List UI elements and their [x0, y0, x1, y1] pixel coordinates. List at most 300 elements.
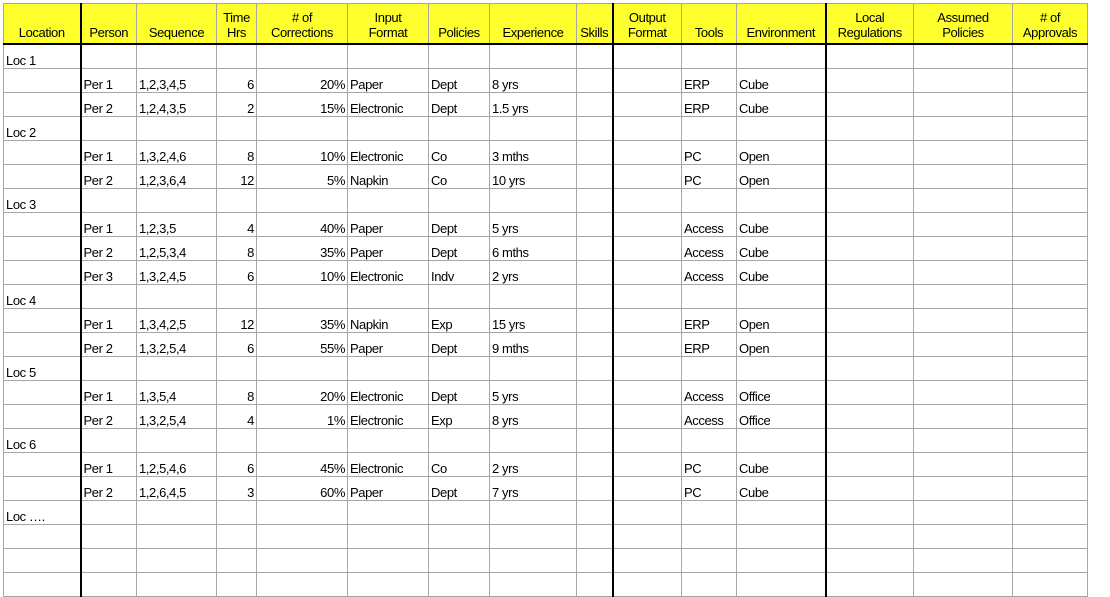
cell-policies[interactable] — [429, 117, 490, 141]
header-assumed-policies[interactable]: Assumed Policies — [914, 4, 1013, 45]
cell-sequence[interactable] — [137, 44, 217, 69]
header-local-regulations[interactable]: Local Regulations — [826, 4, 914, 45]
cell-time[interactable] — [217, 117, 257, 141]
cell-environment[interactable]: Cube — [737, 261, 826, 285]
cell-location[interactable] — [4, 477, 81, 501]
cell-environment[interactable] — [737, 429, 826, 453]
cell-input-format[interactable] — [348, 357, 429, 381]
cell-person[interactable]: Per 2 — [81, 237, 137, 261]
cell-approvals[interactable] — [1013, 429, 1088, 453]
cell-person[interactable] — [81, 429, 137, 453]
cell-skills[interactable] — [577, 477, 613, 501]
cell-local-regulations[interactable] — [826, 117, 914, 141]
cell-output-format[interactable] — [613, 93, 682, 117]
cell-time[interactable]: 8 — [217, 237, 257, 261]
cell-tools[interactable] — [682, 357, 737, 381]
cell-assumed-policies[interactable] — [914, 525, 1013, 549]
cell-environment[interactable]: Cube — [737, 477, 826, 501]
cell-output-format[interactable] — [613, 261, 682, 285]
cell-experience[interactable] — [490, 525, 577, 549]
cell-person[interactable] — [81, 501, 137, 525]
cell-local-regulations[interactable] — [826, 429, 914, 453]
cell-skills[interactable] — [577, 309, 613, 333]
cell-corrections[interactable] — [257, 525, 348, 549]
cell-approvals[interactable] — [1013, 117, 1088, 141]
cell-experience[interactable]: 8 yrs — [490, 405, 577, 429]
cell-assumed-policies[interactable] — [914, 309, 1013, 333]
cell-skills[interactable] — [577, 453, 613, 477]
cell-assumed-policies[interactable] — [914, 549, 1013, 573]
cell-experience[interactable] — [490, 189, 577, 213]
cell-tools[interactable]: PC — [682, 477, 737, 501]
cell-assumed-policies[interactable] — [914, 189, 1013, 213]
cell-output-format[interactable] — [613, 453, 682, 477]
cell-person[interactable]: Per 2 — [81, 333, 137, 357]
cell-location[interactable] — [4, 525, 81, 549]
cell-assumed-policies[interactable] — [914, 381, 1013, 405]
cell-sequence[interactable]: 1,3,2,5,4 — [137, 333, 217, 357]
cell-local-regulations[interactable] — [826, 501, 914, 525]
cell-location[interactable] — [4, 237, 81, 261]
cell-policies[interactable]: Dept — [429, 333, 490, 357]
cell-location[interactable]: Loc 5 — [4, 357, 81, 381]
cell-tools[interactable]: PC — [682, 165, 737, 189]
cell-output-format[interactable] — [613, 117, 682, 141]
cell-time[interactable]: 6 — [217, 261, 257, 285]
header-policies[interactable]: Policies — [429, 4, 490, 45]
cell-local-regulations[interactable] — [826, 573, 914, 597]
cell-corrections[interactable] — [257, 285, 348, 309]
cell-skills[interactable] — [577, 237, 613, 261]
cell-time[interactable]: 6 — [217, 69, 257, 93]
cell-skills[interactable] — [577, 429, 613, 453]
cell-assumed-policies[interactable] — [914, 261, 1013, 285]
cell-assumed-policies[interactable] — [914, 285, 1013, 309]
cell-sequence[interactable] — [137, 117, 217, 141]
cell-approvals[interactable] — [1013, 213, 1088, 237]
cell-output-format[interactable] — [613, 405, 682, 429]
cell-person[interactable] — [81, 573, 137, 597]
cell-input-format[interactable]: Napkin — [348, 309, 429, 333]
cell-approvals[interactable] — [1013, 93, 1088, 117]
cell-corrections[interactable]: 35% — [257, 237, 348, 261]
cell-person[interactable]: Per 1 — [81, 141, 137, 165]
cell-assumed-policies[interactable] — [914, 165, 1013, 189]
cell-environment[interactable]: Cube — [737, 237, 826, 261]
cell-local-regulations[interactable] — [826, 44, 914, 69]
cell-environment[interactable]: Cube — [737, 453, 826, 477]
cell-input-format[interactable]: Paper — [348, 213, 429, 237]
cell-person[interactable] — [81, 357, 137, 381]
cell-person[interactable] — [81, 525, 137, 549]
cell-tools[interactable]: Access — [682, 405, 737, 429]
cell-tools[interactable] — [682, 525, 737, 549]
cell-environment[interactable]: Cube — [737, 93, 826, 117]
cell-output-format[interactable] — [613, 44, 682, 69]
cell-tools[interactable]: ERP — [682, 69, 737, 93]
cell-location[interactable] — [4, 573, 81, 597]
cell-sequence[interactable]: 1,2,3,6,4 — [137, 165, 217, 189]
cell-tools[interactable] — [682, 573, 737, 597]
cell-output-format[interactable] — [613, 213, 682, 237]
cell-policies[interactable] — [429, 357, 490, 381]
cell-location[interactable]: Loc 4 — [4, 285, 81, 309]
cell-location[interactable]: Loc …. — [4, 501, 81, 525]
cell-sequence[interactable]: 1,2,3,4,5 — [137, 69, 217, 93]
cell-corrections[interactable]: 45% — [257, 453, 348, 477]
cell-assumed-policies[interactable] — [914, 69, 1013, 93]
header-environment[interactable]: Environment — [737, 4, 826, 45]
cell-assumed-policies[interactable] — [914, 333, 1013, 357]
cell-input-format[interactable]: Electronic — [348, 405, 429, 429]
cell-skills[interactable] — [577, 501, 613, 525]
cell-approvals[interactable] — [1013, 477, 1088, 501]
cell-output-format[interactable] — [613, 357, 682, 381]
cell-experience[interactable]: 9 mths — [490, 333, 577, 357]
cell-experience[interactable] — [490, 44, 577, 69]
cell-sequence[interactable]: 1,2,5,4,6 — [137, 453, 217, 477]
cell-output-format[interactable] — [613, 285, 682, 309]
cell-time[interactable]: 12 — [217, 165, 257, 189]
cell-policies[interactable] — [429, 501, 490, 525]
cell-policies[interactable]: Dept — [429, 93, 490, 117]
cell-person[interactable] — [81, 549, 137, 573]
cell-person[interactable]: Per 1 — [81, 69, 137, 93]
cell-local-regulations[interactable] — [826, 165, 914, 189]
cell-tools[interactable] — [682, 117, 737, 141]
cell-output-format[interactable] — [613, 477, 682, 501]
cell-person[interactable]: Per 1 — [81, 213, 137, 237]
cell-person[interactable] — [81, 44, 137, 69]
cell-sequence[interactable] — [137, 573, 217, 597]
cell-input-format[interactable] — [348, 189, 429, 213]
cell-input-format[interactable] — [348, 285, 429, 309]
cell-corrections[interactable] — [257, 189, 348, 213]
cell-local-regulations[interactable] — [826, 549, 914, 573]
cell-skills[interactable] — [577, 549, 613, 573]
cell-experience[interactable]: 6 mths — [490, 237, 577, 261]
cell-sequence[interactable] — [137, 189, 217, 213]
cell-time[interactable]: 4 — [217, 213, 257, 237]
cell-input-format[interactable]: Electronic — [348, 453, 429, 477]
header-approvals[interactable]: # of Approvals — [1013, 4, 1088, 45]
cell-sequence[interactable] — [137, 525, 217, 549]
cell-skills[interactable] — [577, 165, 613, 189]
cell-approvals[interactable] — [1013, 549, 1088, 573]
cell-input-format[interactable]: Electronic — [348, 261, 429, 285]
cell-location[interactable] — [4, 381, 81, 405]
cell-tools[interactable] — [682, 549, 737, 573]
header-sequence[interactable]: Sequence — [137, 4, 217, 45]
cell-corrections[interactable] — [257, 44, 348, 69]
cell-policies[interactable]: Co — [429, 165, 490, 189]
cell-output-format[interactable] — [613, 549, 682, 573]
cell-experience[interactable]: 3 mths — [490, 141, 577, 165]
cell-time[interactable]: 8 — [217, 141, 257, 165]
cell-approvals[interactable] — [1013, 237, 1088, 261]
cell-skills[interactable] — [577, 405, 613, 429]
cell-corrections[interactable]: 10% — [257, 141, 348, 165]
cell-skills[interactable] — [577, 69, 613, 93]
cell-input-format[interactable] — [348, 501, 429, 525]
cell-person[interactable]: Per 3 — [81, 261, 137, 285]
cell-output-format[interactable] — [613, 501, 682, 525]
cell-policies[interactable] — [429, 429, 490, 453]
cell-output-format[interactable] — [613, 189, 682, 213]
cell-experience[interactable]: 7 yrs — [490, 477, 577, 501]
cell-experience[interactable]: 5 yrs — [490, 381, 577, 405]
cell-time[interactable] — [217, 285, 257, 309]
cell-time[interactable] — [217, 44, 257, 69]
cell-local-regulations[interactable] — [826, 405, 914, 429]
cell-input-format[interactable]: Napkin — [348, 165, 429, 189]
cell-sequence[interactable]: 1,2,5,3,4 — [137, 237, 217, 261]
cell-input-format[interactable]: Electronic — [348, 381, 429, 405]
cell-policies[interactable]: Co — [429, 141, 490, 165]
cell-location[interactable] — [4, 309, 81, 333]
cell-experience[interactable]: 10 yrs — [490, 165, 577, 189]
cell-tools[interactable]: Access — [682, 261, 737, 285]
cell-tools[interactable]: PC — [682, 453, 737, 477]
cell-location[interactable] — [4, 333, 81, 357]
cell-local-regulations[interactable] — [826, 69, 914, 93]
cell-policies[interactable] — [429, 525, 490, 549]
cell-experience[interactable]: 15 yrs — [490, 309, 577, 333]
cell-environment[interactable] — [737, 549, 826, 573]
cell-environment[interactable] — [737, 285, 826, 309]
cell-sequence[interactable]: 1,3,5,4 — [137, 381, 217, 405]
cell-sequence[interactable]: 1,2,4,3,5 — [137, 93, 217, 117]
cell-experience[interactable] — [490, 573, 577, 597]
cell-time[interactable]: 2 — [217, 93, 257, 117]
cell-assumed-policies[interactable] — [914, 453, 1013, 477]
cell-location[interactable]: Loc 3 — [4, 189, 81, 213]
cell-time[interactable] — [217, 525, 257, 549]
cell-experience[interactable]: 2 yrs — [490, 453, 577, 477]
cell-time[interactable]: 3 — [217, 477, 257, 501]
cell-location[interactable]: Loc 1 — [4, 44, 81, 69]
cell-environment[interactable] — [737, 573, 826, 597]
cell-environment[interactable]: Open — [737, 141, 826, 165]
cell-policies[interactable]: Exp — [429, 405, 490, 429]
cell-output-format[interactable] — [613, 141, 682, 165]
cell-local-regulations[interactable] — [826, 141, 914, 165]
cell-approvals[interactable] — [1013, 381, 1088, 405]
cell-skills[interactable] — [577, 333, 613, 357]
cell-person[interactable] — [81, 117, 137, 141]
cell-person[interactable] — [81, 285, 137, 309]
cell-policies[interactable]: Exp — [429, 309, 490, 333]
cell-policies[interactable]: Dept — [429, 237, 490, 261]
cell-approvals[interactable] — [1013, 69, 1088, 93]
cell-output-format[interactable] — [613, 573, 682, 597]
cell-input-format[interactable] — [348, 525, 429, 549]
cell-corrections[interactable]: 35% — [257, 309, 348, 333]
cell-output-format[interactable] — [613, 165, 682, 189]
cell-location[interactable]: Loc 2 — [4, 117, 81, 141]
cell-person[interactable]: Per 2 — [81, 93, 137, 117]
cell-corrections[interactable]: 55% — [257, 333, 348, 357]
header-time-hrs[interactable]: Time Hrs — [217, 4, 257, 45]
cell-environment[interactable]: Cube — [737, 69, 826, 93]
cell-environment[interactable] — [737, 117, 826, 141]
cell-corrections[interactable] — [257, 501, 348, 525]
cell-assumed-policies[interactable] — [914, 117, 1013, 141]
cell-time[interactable] — [217, 549, 257, 573]
header-corrections[interactable]: # of Corrections — [257, 4, 348, 45]
cell-corrections[interactable]: 1% — [257, 405, 348, 429]
cell-output-format[interactable] — [613, 69, 682, 93]
cell-local-regulations[interactable] — [826, 213, 914, 237]
header-output-format[interactable]: Output Format — [613, 4, 682, 45]
cell-environment[interactable] — [737, 357, 826, 381]
cell-tools[interactable]: PC — [682, 141, 737, 165]
cell-assumed-policies[interactable] — [914, 429, 1013, 453]
cell-sequence[interactable] — [137, 549, 217, 573]
cell-input-format[interactable] — [348, 44, 429, 69]
cell-sequence[interactable] — [137, 285, 217, 309]
cell-sequence[interactable]: 1,2,3,5 — [137, 213, 217, 237]
cell-time[interactable] — [217, 573, 257, 597]
cell-local-regulations[interactable] — [826, 357, 914, 381]
cell-input-format[interactable]: Paper — [348, 237, 429, 261]
cell-experience[interactable]: 8 yrs — [490, 69, 577, 93]
cell-environment[interactable] — [737, 525, 826, 549]
cell-location[interactable] — [4, 69, 81, 93]
cell-assumed-policies[interactable] — [914, 405, 1013, 429]
cell-skills[interactable] — [577, 141, 613, 165]
cell-environment[interactable] — [737, 44, 826, 69]
cell-policies[interactable] — [429, 189, 490, 213]
cell-environment[interactable] — [737, 189, 826, 213]
cell-approvals[interactable] — [1013, 333, 1088, 357]
cell-approvals[interactable] — [1013, 501, 1088, 525]
cell-approvals[interactable] — [1013, 357, 1088, 381]
cell-location[interactable] — [4, 213, 81, 237]
cell-input-format[interactable] — [348, 429, 429, 453]
cell-assumed-policies[interactable] — [914, 501, 1013, 525]
cell-skills[interactable] — [577, 117, 613, 141]
cell-time[interactable] — [217, 429, 257, 453]
cell-input-format[interactable]: Paper — [348, 333, 429, 357]
cell-corrections[interactable]: 10% — [257, 261, 348, 285]
cell-input-format[interactable] — [348, 573, 429, 597]
cell-approvals[interactable] — [1013, 405, 1088, 429]
cell-tools[interactable] — [682, 501, 737, 525]
cell-approvals[interactable] — [1013, 573, 1088, 597]
cell-environment[interactable]: Cube — [737, 213, 826, 237]
cell-corrections[interactable]: 20% — [257, 69, 348, 93]
cell-assumed-policies[interactable] — [914, 44, 1013, 69]
cell-tools[interactable]: Access — [682, 381, 737, 405]
cell-output-format[interactable] — [613, 429, 682, 453]
cell-skills[interactable] — [577, 381, 613, 405]
cell-input-format[interactable]: Electronic — [348, 93, 429, 117]
cell-location[interactable] — [4, 165, 81, 189]
cell-corrections[interactable]: 60% — [257, 477, 348, 501]
cell-location[interactable] — [4, 549, 81, 573]
cell-experience[interactable] — [490, 501, 577, 525]
cell-sequence[interactable]: 1,3,2,4,6 — [137, 141, 217, 165]
cell-assumed-policies[interactable] — [914, 237, 1013, 261]
cell-location[interactable] — [4, 93, 81, 117]
cell-local-regulations[interactable] — [826, 261, 914, 285]
cell-corrections[interactable]: 5% — [257, 165, 348, 189]
cell-assumed-policies[interactable] — [914, 93, 1013, 117]
cell-policies[interactable] — [429, 549, 490, 573]
cell-experience[interactable] — [490, 429, 577, 453]
cell-approvals[interactable] — [1013, 189, 1088, 213]
cell-time[interactable]: 8 — [217, 381, 257, 405]
cell-assumed-policies[interactable] — [914, 141, 1013, 165]
cell-location[interactable] — [4, 405, 81, 429]
header-experience[interactable]: Experience — [490, 4, 577, 45]
cell-location[interactable] — [4, 141, 81, 165]
cell-corrections[interactable] — [257, 117, 348, 141]
cell-approvals[interactable] — [1013, 261, 1088, 285]
cell-sequence[interactable] — [137, 501, 217, 525]
header-skills[interactable]: Skills — [577, 4, 613, 45]
cell-skills[interactable] — [577, 525, 613, 549]
cell-sequence[interactable] — [137, 429, 217, 453]
cell-policies[interactable]: Indv — [429, 261, 490, 285]
cell-assumed-policies[interactable] — [914, 213, 1013, 237]
cell-time[interactable] — [217, 357, 257, 381]
cell-corrections[interactable] — [257, 549, 348, 573]
cell-sequence[interactable]: 1,3,4,2,5 — [137, 309, 217, 333]
cell-input-format[interactable] — [348, 549, 429, 573]
cell-approvals[interactable] — [1013, 309, 1088, 333]
cell-output-format[interactable] — [613, 237, 682, 261]
cell-local-regulations[interactable] — [826, 309, 914, 333]
cell-environment[interactable]: Office — [737, 405, 826, 429]
cell-location[interactable] — [4, 453, 81, 477]
cell-approvals[interactable] — [1013, 165, 1088, 189]
cell-input-format[interactable]: Paper — [348, 477, 429, 501]
cell-tools[interactable] — [682, 429, 737, 453]
cell-policies[interactable]: Dept — [429, 69, 490, 93]
cell-experience[interactable] — [490, 357, 577, 381]
cell-time[interactable]: 6 — [217, 453, 257, 477]
cell-experience[interactable] — [490, 117, 577, 141]
cell-output-format[interactable] — [613, 333, 682, 357]
cell-policies[interactable]: Co — [429, 453, 490, 477]
cell-time[interactable]: 12 — [217, 309, 257, 333]
cell-output-format[interactable] — [613, 309, 682, 333]
cell-environment[interactable]: Open — [737, 165, 826, 189]
cell-skills[interactable] — [577, 261, 613, 285]
cell-corrections[interactable] — [257, 429, 348, 453]
cell-local-regulations[interactable] — [826, 333, 914, 357]
cell-person[interactable] — [81, 189, 137, 213]
cell-environment[interactable] — [737, 501, 826, 525]
cell-tools[interactable]: ERP — [682, 333, 737, 357]
cell-person[interactable]: Per 2 — [81, 477, 137, 501]
cell-assumed-policies[interactable] — [914, 357, 1013, 381]
cell-policies[interactable] — [429, 285, 490, 309]
cell-time[interactable] — [217, 501, 257, 525]
cell-sequence[interactable] — [137, 357, 217, 381]
cell-local-regulations[interactable] — [826, 237, 914, 261]
cell-skills[interactable] — [577, 285, 613, 309]
cell-local-regulations[interactable] — [826, 453, 914, 477]
cell-skills[interactable] — [577, 189, 613, 213]
cell-environment[interactable]: Open — [737, 333, 826, 357]
cell-corrections[interactable]: 20% — [257, 381, 348, 405]
cell-output-format[interactable] — [613, 525, 682, 549]
cell-assumed-policies[interactable] — [914, 477, 1013, 501]
cell-person[interactable]: Per 1 — [81, 309, 137, 333]
